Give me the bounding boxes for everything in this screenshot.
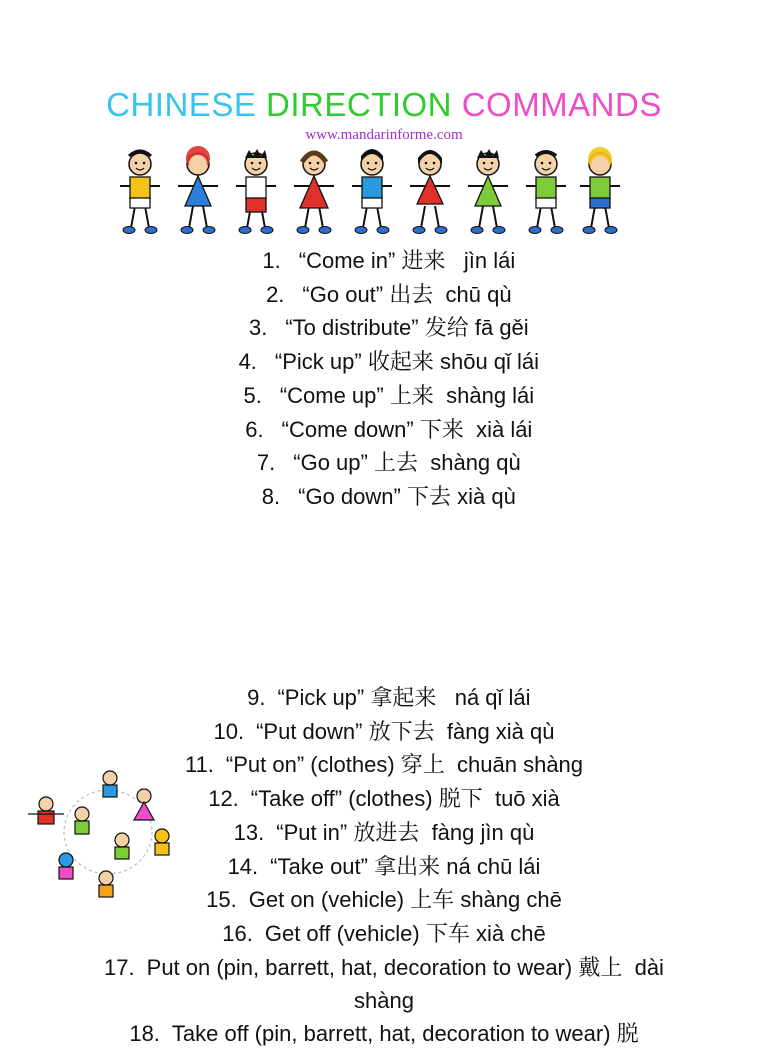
title-word-chinese: CHINESE [106, 86, 257, 123]
list-item: 15. Get on (vehicle) 上车 shàng chē [206, 887, 562, 914]
title-word-commands: COMMANDS [461, 86, 662, 123]
list-item: 8. “Go down” 下去 xià qù [261, 483, 516, 510]
list-item: 12. “Take off” (clothes) 脱下 tuō xià [208, 786, 560, 813]
list-item: 11. “Put on” (clothes) 穿上 chuān shàng [184, 752, 584, 779]
list-item: 9. “Pick up” 拿起来 ná qǐ lái [247, 685, 531, 711]
command-list-part2 [0, 682, 768, 1052]
list-item: 17. Put on (pin, barrett, hat, decoration to wear) 戴上 dài shàng [104, 954, 664, 1014]
list-item: 2. “Go out” 出去 chū qù [266, 281, 512, 308]
website-url: www.mandarinforme.com [305, 127, 463, 143]
page-title [0, 86, 768, 124]
title-word-direction: DIRECTION [266, 86, 453, 123]
list-item: 1. “Come in” 进来 jìn lái [262, 248, 516, 274]
row-of-children-illustration [108, 146, 628, 238]
list-item: 4. “Pick up” 收起来 shōu qǐ lái [238, 349, 540, 376]
list-item: 14. “Take out” 拿出来 ná chū lái [227, 853, 541, 880]
list-item: 18. Take off (pin, barrett, hat, decoration to wear) 脱 [129, 1021, 639, 1048]
list-item: 7. “Go up” 上去 shàng qù [256, 450, 521, 477]
list-item: 3. “To distribute” 发给 fā gěi [248, 315, 529, 342]
list-item: 10. “Put down” 放下去 fàng xià qù [213, 718, 555, 745]
command-list-part1 [0, 245, 768, 515]
list-item: 6. “Come down” 下来 xià lái [245, 416, 533, 443]
list-item: 5. “Come up” 上来 shàng lái [243, 382, 535, 409]
list-item: 13. “Put in” 放进去 fàng jìn qù [233, 819, 535, 846]
list-item: 16. Get off (vehicle) 下车 xià chē [222, 920, 546, 947]
